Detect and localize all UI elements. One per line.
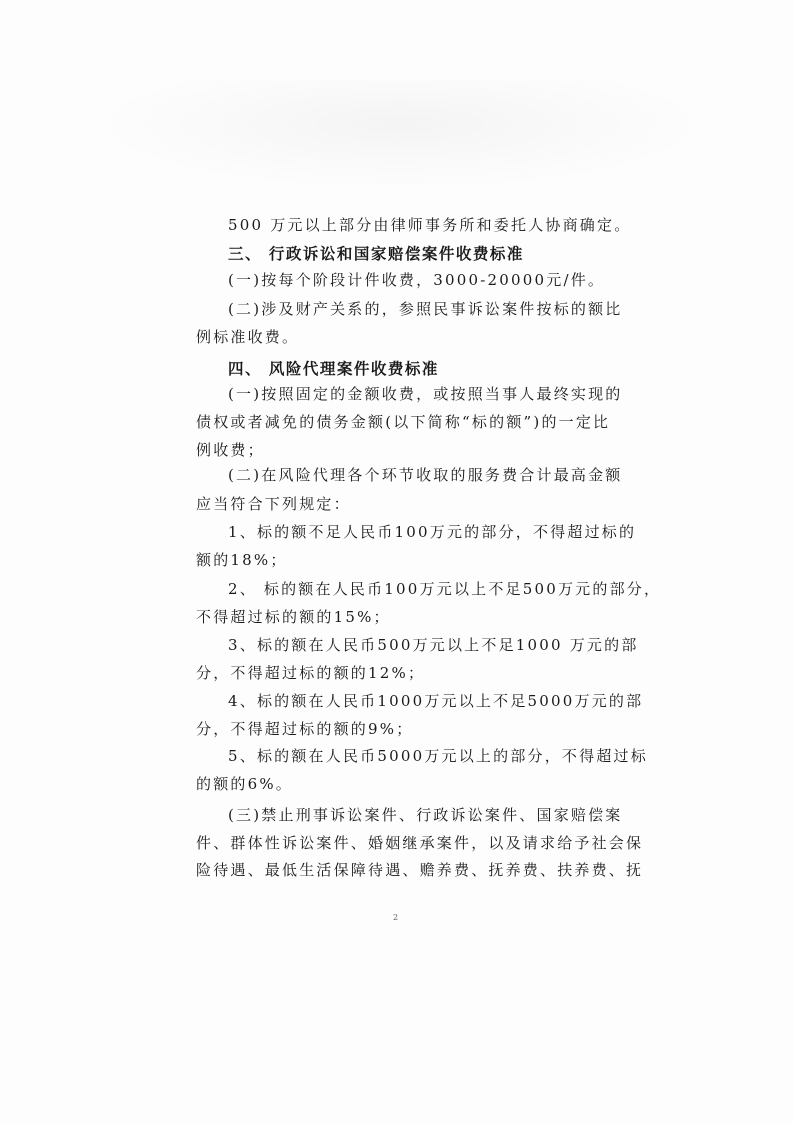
text-line: 分，不得超过标的额的9%； — [196, 720, 414, 738]
text-line: 应当符合下列规定： — [196, 495, 351, 513]
text-line: 4、标的额在人民币1000万元以上不足5000万元的部 — [228, 692, 644, 710]
text-line: 例标准收费。 — [196, 328, 300, 346]
text-line: 额的18%； — [196, 551, 288, 569]
text-line: 不得超过标的额的15%； — [196, 608, 391, 626]
text-line: 500 万元以上部分由律师事务所和委托人协商确定。 — [228, 216, 632, 234]
text-line: 债权或者减免的债务金额(以下简称“标的额”)的一定比 — [196, 413, 611, 431]
text-line: 险待遇、最低生活保障待遇、赡养费、抚养费、扶养费、抚 — [196, 861, 644, 879]
text-line: (二)涉及财产关系的，参照民事诉讼案件按标的额比 — [228, 300, 623, 318]
text-line: 3、标的额在人民币500万元以上不足1000 万元的部 — [228, 636, 639, 654]
text-line: (一)按照固定的金额收费，或按照当事人最终实现的 — [228, 385, 623, 403]
text-line: 件、群体性诉讼案件、婚姻继承案件，以及请求给予社会保 — [196, 834, 644, 852]
section-heading-4: 四、 风险代理案件收费标准 — [228, 360, 439, 378]
text-line: 分，不得超过标的额的12%； — [196, 664, 426, 682]
text-line: (一)按每个阶段计件收费，3000-20000元/件。 — [228, 271, 606, 289]
scan-artifact — [90, 80, 710, 190]
text-line: 5、标的额在人民币5000万元以上的部分，不得超过标 — [228, 747, 648, 765]
text-line: 例收费； — [196, 441, 265, 459]
text-line: (二)在风险代理各个环节收取的服务费合计最高金额 — [228, 466, 623, 484]
text-line: 2、 标的额在人民币100万元以上不足500万元的部分， — [228, 580, 662, 598]
text-line: 的额的6%。 — [196, 775, 293, 793]
section-heading-3: 三、 行政诉讼和国家赔偿案件收费标准 — [228, 245, 524, 263]
text-line: 1、标的额不足人民币100万元的部分，不得超过标的 — [228, 523, 637, 541]
text-line: (三)禁止刑事诉讼案件、行政诉讼案件、国家赔偿案 — [228, 806, 623, 824]
page-number: 2 — [393, 913, 399, 922]
